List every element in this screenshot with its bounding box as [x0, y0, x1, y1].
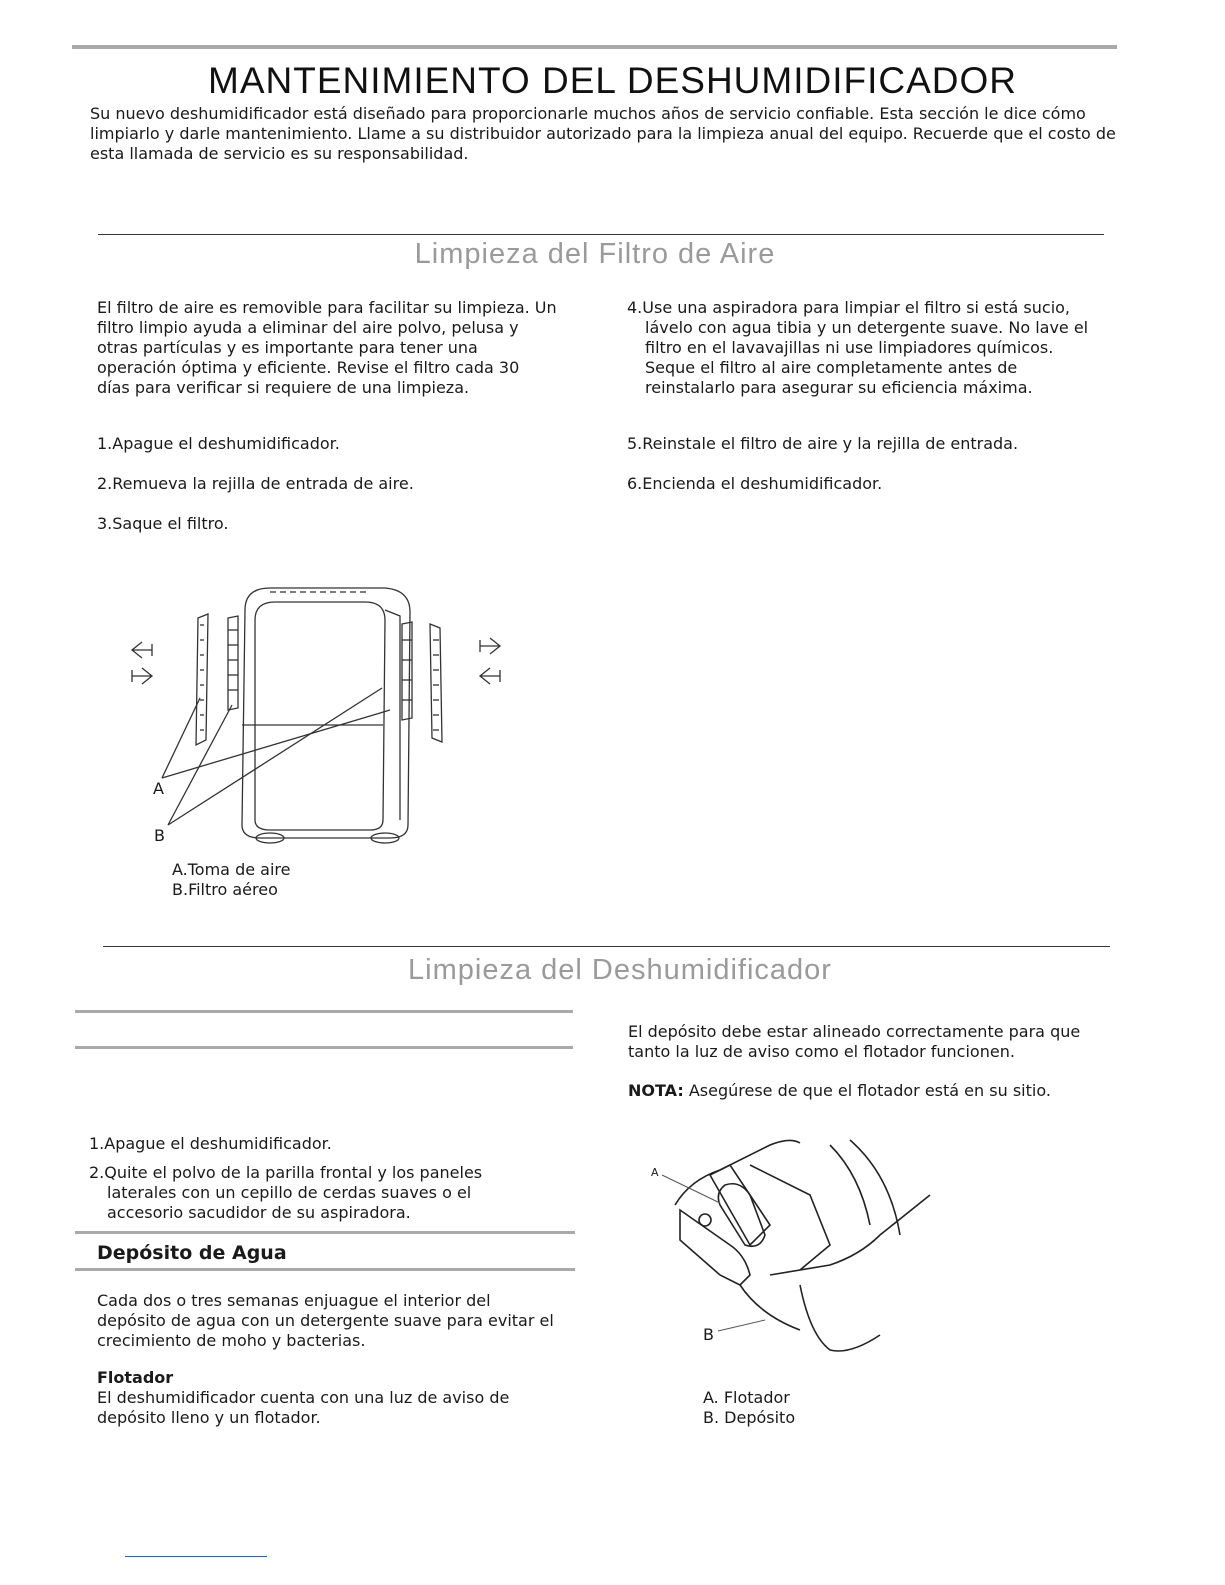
filter-step-3: 3.Saque el filtro.: [97, 514, 229, 533]
filter-figure-label-b: B: [154, 826, 165, 845]
filter-caption-b: B.Filtro aéreo: [172, 880, 278, 899]
note-label: NOTA:: [628, 1081, 684, 1100]
tank-text: Cada dos o tres semanas enjuague el interior del depósito de agua con un detergente suave para evitar el crecimiento de moho y bacterias.: [97, 1291, 554, 1350]
filter-figure-label-a: A: [153, 779, 164, 798]
tank-heading: Depósito de Agua: [97, 1242, 287, 1264]
intro-paragraph: Su nuevo deshumidificador está diseñado para proporcionarle muchos años de servicio confiable. Esta sección le dice cómo limpiarlo y darle mantenimiento. Llame a su distribuidor autorizado para la limpieza anual del equipo. Recuerde que el costo de esta llamada de servicio es su responsabilidad.: [90, 104, 1116, 163]
filter-step-6: 6.Encienda el deshumidificador.: [627, 474, 883, 493]
tank-heading-rule-bottom: [75, 1268, 575, 1271]
align-text: El depósito debe estar alineado correctamente para que tanto la luz de aviso como el flotador funcionen.: [628, 1022, 1081, 1061]
top-rule: [72, 45, 1117, 49]
filter-caption-a: A.Toma de aire: [172, 860, 291, 879]
clean-section-title: Limpieza del Deshumidificador: [408, 954, 832, 986]
filter-step-2: 2.Remueva la rejilla de entrada de aire.: [97, 474, 414, 493]
float-tank-illustration: [650, 1135, 950, 1365]
dehumidifier-illustration: [120, 580, 520, 850]
float-heading: Flotador: [97, 1368, 174, 1387]
footer-link-underline: [125, 1556, 267, 1557]
clean-step-2: 2.Quite el polvo de la parilla frontal y los paneles laterales con un cepillo de cerdas suaves o el accesorio sacudidor de su aspiradora.: [89, 1163, 483, 1222]
clean-step-1: 1.Apague el deshumidificador.: [89, 1134, 332, 1153]
filter-step-1: 1.Apague el deshumidificador.: [97, 434, 340, 453]
tank-figure-label-b: B: [703, 1325, 714, 1344]
page-title: MANTENIMIENTO DEL DESHUMIDIFICADOR: [208, 60, 1017, 101]
tank-figure-label-a: A: [651, 1166, 659, 1179]
tank-caption-a: A. Flotador: [703, 1388, 790, 1407]
note-text: Asegúrese de que el flotador está en su sitio.: [683, 1081, 1051, 1100]
filter-step-5: 5.Reinstale el filtro de aire y la rejilla de entrada.: [627, 434, 1019, 453]
clean-left-rule-2: [75, 1046, 573, 1049]
filter-step-4: 4.Use una aspiradora para limpiar el filtro si está sucio, lávelo con agua tibia y un detergente suave. No lave el filtro en el lavavajillas ni use limpiadores químicos. Seque el filtro al aire completamente antes de reinstalarlo para asegurar su eficiencia máxima.: [627, 298, 1089, 397]
clean-section-rule: [103, 946, 1110, 947]
float-text: El deshumidificador cuenta con una luz de aviso de depósito lleno y un flotador.: [97, 1388, 510, 1427]
filter-section-rule: [98, 234, 1104, 235]
note: [628, 1081, 1088, 1101]
clean-left-rule-1: [75, 1010, 573, 1013]
filter-intro: El filtro de aire es removible para facilitar su limpieza. Un filtro limpio ayuda a eliminar del aire polvo, pelusa y otras partículas y es importante para tener una operación óptima y eficiente. Revise el filtro cada 30 días para verificar si requiere de una limpieza.: [97, 298, 557, 397]
tank-caption-b: B. Depósito: [703, 1408, 796, 1427]
filter-section-title: Limpieza del Filtro de Aire: [414, 238, 776, 270]
tank-heading-rule-top: [75, 1231, 575, 1234]
